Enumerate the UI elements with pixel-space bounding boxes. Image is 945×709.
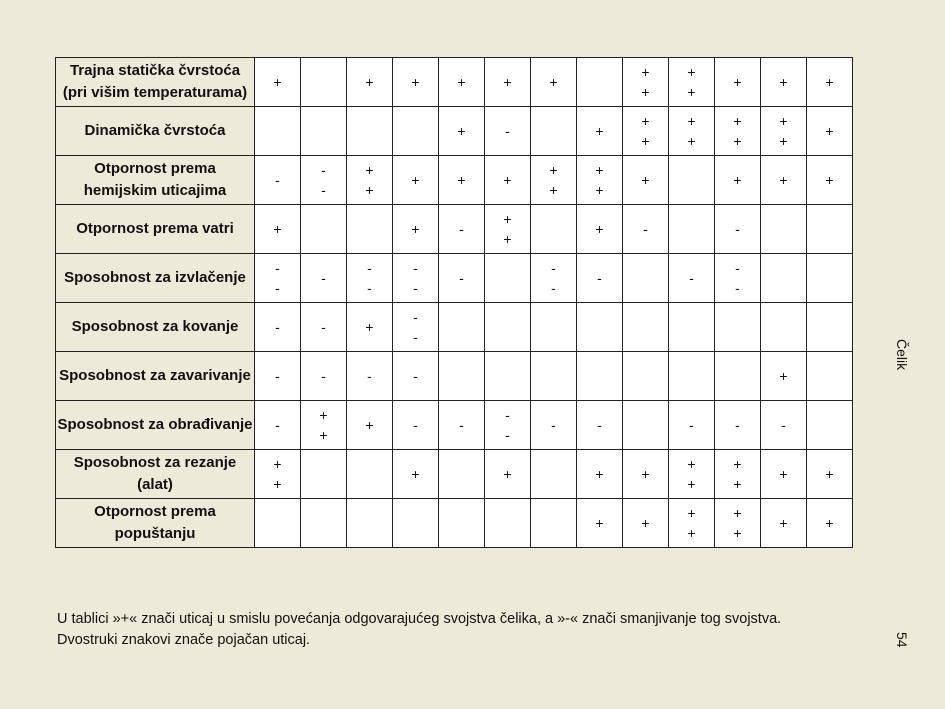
table-cell — [485, 450, 531, 499]
table-cell — [577, 58, 623, 107]
legend-line-1: U tablici »+« znači uticaj u smislu povećanja odgovarajućeg svojstva čelika, a »-« znači smanjivanje tog svojstva. — [57, 611, 782, 627]
cell-symbol: + — [687, 505, 696, 521]
table-cell — [255, 58, 301, 107]
cell-symbol: + — [595, 466, 604, 482]
table-cell — [807, 450, 853, 499]
cell-symbol: + — [825, 123, 834, 139]
cell-symbol: - — [321, 368, 326, 384]
cell-symbol: - — [367, 260, 372, 276]
table-cell — [531, 303, 577, 352]
row-label — [56, 58, 255, 107]
cell-symbol: - — [551, 417, 556, 433]
table-row — [56, 352, 853, 401]
table-cell — [807, 156, 853, 205]
cell-symbol: + — [503, 172, 512, 188]
row-label — [56, 352, 255, 401]
cell-symbol: - — [689, 417, 694, 433]
table-cell — [669, 499, 715, 548]
table-cell — [255, 401, 301, 450]
table-cell — [531, 58, 577, 107]
cell-symbol: - — [413, 280, 418, 296]
table-cell — [301, 450, 347, 499]
cell-symbol: - — [551, 280, 556, 296]
cell-symbol: + — [825, 515, 834, 531]
table-row — [56, 499, 853, 548]
row-label-line: Sposobnost za kovanje — [71, 318, 239, 335]
table-cell — [761, 352, 807, 401]
cell-symbol: + — [687, 84, 696, 100]
cell-symbol: + — [733, 476, 742, 492]
cell-symbol: + — [503, 231, 512, 247]
table-cell — [255, 107, 301, 156]
cell-symbol: + — [503, 466, 512, 482]
table-cell — [807, 254, 853, 303]
table-cell — [761, 107, 807, 156]
table-cell — [439, 58, 485, 107]
table-cell — [485, 352, 531, 401]
cell-symbol: + — [825, 172, 834, 188]
table-cell — [347, 401, 393, 450]
cell-symbol: + — [549, 162, 558, 178]
table-cell — [577, 401, 623, 450]
cell-symbol: + — [549, 182, 558, 198]
table-cell — [485, 156, 531, 205]
table-cell — [393, 352, 439, 401]
cell-symbol: - — [643, 221, 648, 237]
row-label-line: Otpornost prema vatri — [76, 220, 234, 237]
table-cell — [577, 352, 623, 401]
table-cell — [669, 156, 715, 205]
table-cell — [485, 58, 531, 107]
table-cell — [485, 205, 531, 254]
table-cell — [669, 205, 715, 254]
table-cell — [255, 156, 301, 205]
cell-symbol: - — [321, 182, 326, 198]
cell-symbol: + — [733, 133, 742, 149]
table-cell — [393, 499, 439, 548]
table-cell — [623, 499, 669, 548]
table-cell — [393, 156, 439, 205]
cell-symbol: + — [273, 221, 282, 237]
table-cell — [255, 450, 301, 499]
table-cell — [761, 205, 807, 254]
row-label-line: Sposobnost za izvlačenje — [64, 269, 246, 286]
table-cell — [347, 254, 393, 303]
row-label-line: Otpornost prema — [94, 503, 216, 520]
table-cell — [623, 450, 669, 499]
table-cell — [485, 254, 531, 303]
table-cell — [669, 58, 715, 107]
cell-symbol: + — [503, 74, 512, 90]
table-row — [56, 450, 853, 499]
chapter-label: Čelik — [894, 339, 910, 371]
cell-symbol: + — [503, 211, 512, 227]
cell-symbol: + — [779, 172, 788, 188]
table-cell — [669, 401, 715, 450]
cell-symbol: - — [275, 368, 280, 384]
table-cell — [393, 107, 439, 156]
cell-symbol: - — [413, 260, 418, 276]
cell-symbol: + — [687, 113, 696, 129]
cell-symbol: - — [781, 417, 786, 433]
table-cell — [255, 352, 301, 401]
table-cell — [347, 499, 393, 548]
row-label — [56, 499, 255, 548]
cell-symbol: + — [411, 74, 420, 90]
table-cell — [761, 58, 807, 107]
row-label — [56, 303, 255, 352]
row-label-line: Dinamička čvrstoća — [84, 122, 226, 139]
table-cell — [485, 499, 531, 548]
table-cell — [301, 205, 347, 254]
cell-symbol: + — [273, 456, 282, 472]
cell-symbol: - — [275, 280, 280, 296]
row-label-line: Sposobnost za obrađivanje — [57, 416, 253, 433]
table-cell — [715, 450, 761, 499]
cell-symbol: + — [733, 525, 742, 541]
cell-symbol: - — [597, 270, 602, 286]
table-cell — [439, 156, 485, 205]
table-cell — [301, 303, 347, 352]
table-cell — [577, 205, 623, 254]
cell-symbol: - — [275, 319, 280, 335]
cell-symbol: - — [459, 417, 464, 433]
cell-symbol: + — [825, 466, 834, 482]
table-cell — [623, 58, 669, 107]
cell-symbol: + — [687, 133, 696, 149]
cell-symbol: + — [365, 417, 374, 433]
cell-symbol: + — [595, 162, 604, 178]
cell-symbol: + — [595, 182, 604, 198]
cell-symbol: - — [505, 123, 510, 139]
table-cell — [301, 254, 347, 303]
table-cell — [807, 401, 853, 450]
table-row — [56, 107, 853, 156]
table-cell — [623, 107, 669, 156]
table-cell — [531, 401, 577, 450]
cell-symbol: - — [275, 172, 280, 188]
table-row — [56, 401, 853, 450]
cell-symbol: + — [365, 319, 374, 335]
table-cell — [393, 58, 439, 107]
table-cell — [531, 499, 577, 548]
table-cell — [669, 303, 715, 352]
cell-symbol: + — [641, 133, 650, 149]
cell-symbol: + — [779, 113, 788, 129]
cell-symbol: + — [641, 113, 650, 129]
cell-symbol: + — [825, 74, 834, 90]
table-cell — [715, 352, 761, 401]
cell-symbol: - — [551, 260, 556, 276]
cell-symbol: + — [733, 74, 742, 90]
row-label — [56, 156, 255, 205]
table-cell — [485, 303, 531, 352]
table-cell — [301, 107, 347, 156]
table-cell — [347, 303, 393, 352]
cell-symbol: + — [319, 427, 328, 443]
properties-table — [55, 57, 853, 548]
table-cell — [347, 107, 393, 156]
table-cell — [715, 499, 761, 548]
cell-symbol: + — [273, 476, 282, 492]
table-cell — [715, 156, 761, 205]
table-cell — [807, 499, 853, 548]
table-cell — [577, 254, 623, 303]
cell-symbol: + — [273, 74, 282, 90]
table-cell — [577, 450, 623, 499]
cell-symbol: + — [411, 172, 420, 188]
legend-line-2: Dvostruki znakovi znače pojačan uticaj. — [57, 632, 311, 648]
table-cell — [255, 205, 301, 254]
cell-symbol: - — [275, 260, 280, 276]
cell-symbol: - — [689, 270, 694, 286]
table-cell — [761, 303, 807, 352]
table-cell — [531, 107, 577, 156]
cell-symbol: + — [457, 172, 466, 188]
row-label-line: Sposobnost za rezanje — [73, 454, 237, 471]
cell-symbol: + — [595, 515, 604, 531]
cell-symbol: - — [413, 417, 418, 433]
table-cell — [347, 450, 393, 499]
row-label — [56, 401, 255, 450]
row-label-line: (pri višim temperaturama) — [62, 84, 248, 101]
cell-symbol: - — [735, 280, 740, 296]
table-cell — [577, 499, 623, 548]
cell-symbol: + — [319, 407, 328, 423]
row-label — [56, 205, 255, 254]
cell-symbol: + — [365, 182, 374, 198]
cell-symbol: - — [735, 221, 740, 237]
table-cell — [531, 254, 577, 303]
table-row — [56, 58, 853, 107]
table-cell — [577, 107, 623, 156]
table-cell — [715, 401, 761, 450]
table-cell — [531, 450, 577, 499]
cell-symbol: - — [321, 162, 326, 178]
cell-symbol: - — [413, 368, 418, 384]
row-label — [56, 450, 255, 499]
table-cell — [807, 205, 853, 254]
cell-symbol: + — [411, 221, 420, 237]
cell-symbol: + — [687, 525, 696, 541]
page-number: 54 — [894, 632, 910, 648]
cell-symbol: + — [457, 74, 466, 90]
table-cell — [301, 401, 347, 450]
table-cell — [715, 58, 761, 107]
table-cell — [715, 107, 761, 156]
cell-symbol: - — [459, 270, 464, 286]
row-label-line: popuštanju — [114, 525, 196, 542]
table-cell — [623, 303, 669, 352]
table-cell — [439, 254, 485, 303]
table-cell — [393, 401, 439, 450]
cell-symbol: + — [779, 368, 788, 384]
cell-symbol: - — [275, 417, 280, 433]
cell-symbol: + — [687, 64, 696, 80]
cell-symbol: - — [505, 427, 510, 443]
table-cell — [393, 205, 439, 254]
cell-symbol: + — [779, 74, 788, 90]
table-cell — [439, 499, 485, 548]
table-cell — [669, 254, 715, 303]
table-cell — [255, 303, 301, 352]
cell-symbol: + — [365, 74, 374, 90]
table-cell — [255, 254, 301, 303]
table-cell — [439, 401, 485, 450]
table-cell — [393, 303, 439, 352]
table-cell — [807, 303, 853, 352]
table-row — [56, 254, 853, 303]
cell-symbol: - — [735, 417, 740, 433]
table-cell — [761, 499, 807, 548]
table-cell — [439, 303, 485, 352]
row-label-line: hemijskim uticajima — [83, 182, 227, 199]
table-cell — [807, 352, 853, 401]
table-cell — [301, 156, 347, 205]
table-cell — [623, 254, 669, 303]
cell-symbol: + — [733, 172, 742, 188]
table-cell — [301, 352, 347, 401]
cell-symbol: + — [641, 466, 650, 482]
row-label-line: Sposobnost za zavarivanje — [59, 367, 251, 384]
table-cell — [255, 499, 301, 548]
cell-symbol: + — [733, 456, 742, 472]
row-label-line: Trajna statička čvrstoća — [69, 62, 241, 79]
table-cell — [669, 450, 715, 499]
row-label — [56, 254, 255, 303]
table-cell — [393, 450, 439, 499]
table-cell — [761, 254, 807, 303]
table-cell — [531, 156, 577, 205]
table-cell — [347, 352, 393, 401]
row-label-line: (alat) — [137, 476, 173, 493]
table-cell — [439, 107, 485, 156]
cell-symbol: + — [365, 162, 374, 178]
table-cell — [439, 205, 485, 254]
cell-symbol: + — [779, 466, 788, 482]
cell-symbol: - — [459, 221, 464, 237]
table-cell — [347, 156, 393, 205]
table-cell — [439, 352, 485, 401]
table-cell — [807, 58, 853, 107]
cell-symbol: - — [735, 260, 740, 276]
cell-symbol: + — [641, 515, 650, 531]
cell-symbol: + — [779, 133, 788, 149]
cell-symbol: - — [321, 319, 326, 335]
table-cell — [761, 401, 807, 450]
table-cell — [715, 205, 761, 254]
table-row — [56, 156, 853, 205]
table-cell — [577, 303, 623, 352]
table-cell — [761, 450, 807, 499]
table-cell — [485, 401, 531, 450]
cell-symbol: + — [411, 466, 420, 482]
table-cell — [301, 58, 347, 107]
cell-symbol: + — [687, 476, 696, 492]
table-cell — [623, 352, 669, 401]
cell-symbol: + — [641, 84, 650, 100]
cell-symbol: + — [641, 64, 650, 80]
table-cell — [669, 352, 715, 401]
table-cell — [301, 499, 347, 548]
cell-symbol: + — [779, 515, 788, 531]
row-label — [56, 107, 255, 156]
cell-symbol: - — [505, 407, 510, 423]
table-cell — [577, 156, 623, 205]
cell-symbol: + — [641, 172, 650, 188]
cell-symbol: - — [367, 280, 372, 296]
table-cell — [531, 205, 577, 254]
table-cell — [623, 205, 669, 254]
table-cell — [347, 58, 393, 107]
table-cell — [347, 205, 393, 254]
cell-symbol: - — [413, 309, 418, 325]
table-cell — [531, 352, 577, 401]
cell-symbol: - — [597, 417, 602, 433]
table-cell — [439, 450, 485, 499]
table-cell — [485, 107, 531, 156]
table-row — [56, 303, 853, 352]
table-cell — [715, 254, 761, 303]
table-row — [56, 205, 853, 254]
cell-symbol: - — [367, 368, 372, 384]
row-label-line: Otpornost prema — [94, 160, 216, 177]
cell-symbol: + — [733, 505, 742, 521]
cell-symbol: + — [595, 221, 604, 237]
cell-symbol: + — [595, 123, 604, 139]
cell-symbol: + — [457, 123, 466, 139]
cell-symbol: - — [321, 270, 326, 286]
table-cell — [669, 107, 715, 156]
table-cell — [623, 156, 669, 205]
table-cell — [623, 401, 669, 450]
cell-symbol: + — [549, 74, 558, 90]
legend-note — [57, 609, 857, 651]
table-cell — [715, 303, 761, 352]
cell-symbol: - — [413, 329, 418, 345]
table-cell — [393, 254, 439, 303]
table-cell — [761, 156, 807, 205]
table-cell — [807, 107, 853, 156]
cell-symbol: + — [733, 113, 742, 129]
cell-symbol: + — [687, 456, 696, 472]
